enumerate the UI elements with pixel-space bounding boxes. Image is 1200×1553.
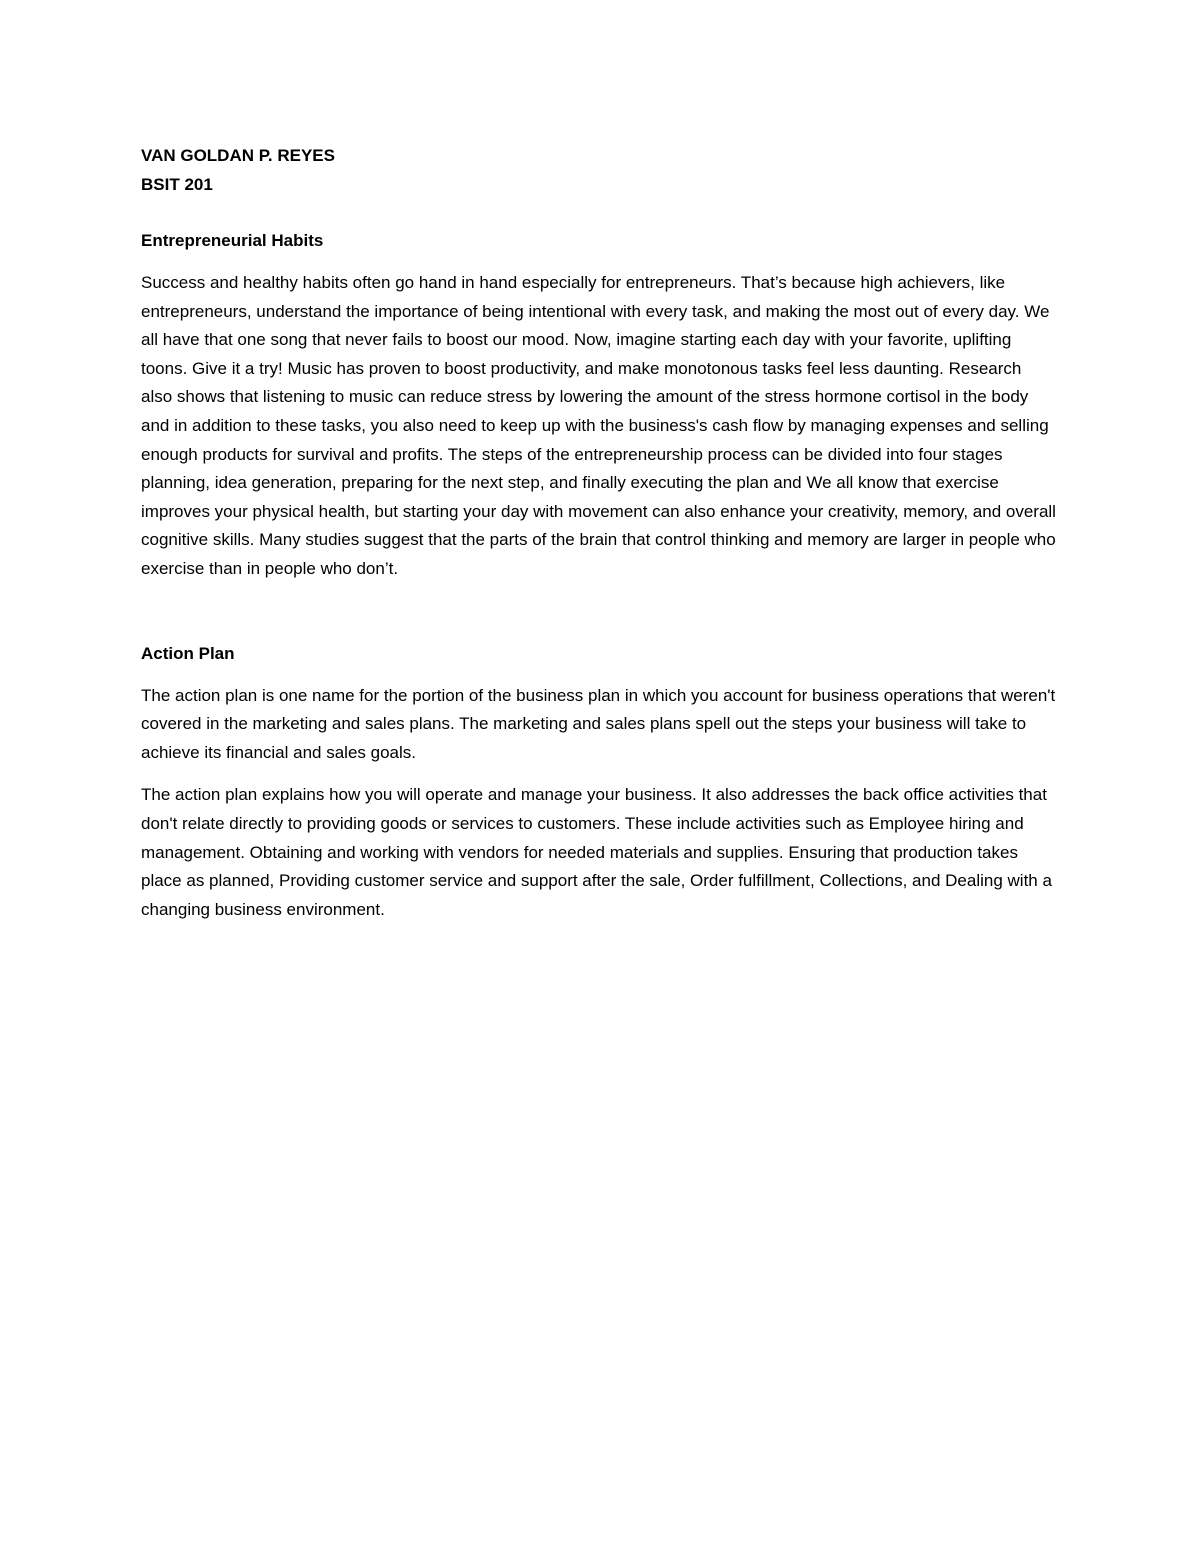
course-code: BSIT 201 [141, 174, 213, 194]
author-name: VAN GOLDAN P. REYES [141, 146, 335, 165]
spacer [141, 199, 1056, 227]
document-body [141, 142, 1056, 924]
paragraph-entrepreneurial-habits: Success and healthy habits often go hand in hand especially for entrepreneurs. That’s because high achievers, like entrepreneurs, understand the importance of being intentional with every task, and making the most out of every day. We all have that one song that never fails to boost our mood. Now, imagine starting each day with your favorite, uplifting toons. Give it a try! Music has proven to boost productivity, and make monotonous tasks feel less daunting. Research also shows that listening to music can reduce stress by lowering the amount of the stress hormone cortisol in the body and in addition to these tasks, you also need to keep up with the business's cash flow by managing expenses and selling enough products for survival and profits. The steps of the entrepreneurship process can be divided into four stages planning, idea generation, preparing for the next step, and finally executing the plan and We all know that exercise improves your physical health, but starting your day with movement can also enhance your creativity, memory, and overall cognitive skills. Many studies suggest that the parts of the brain that control thinking and memory are larger in people who exercise than in people who don’t. [141, 273, 1056, 578]
spacer [141, 767, 1056, 781]
paragraph-action-plan-1: The action plan is one name for the portion of the business plan in which you account for business operations that weren't covered in the marketing and sales plans. The marketing and sales plans spell out the steps your business will take to achieve its financial and sales goals. [141, 685, 1056, 762]
spacer [141, 255, 1056, 269]
paragraph-action-plan-2: The action plan explains how you will operate and manage your business. It also addresses the back office activities that don't relate directly to providing goods or services to customers. These include activities such as Employee hiring and management. Obtaining and working with vendors for needed materials and supplies. Ensuring that production takes place as planned, Providing customer service and support after the sale, Order fulfillment, Collections, and Dealing with a changing business environment. [141, 785, 1052, 919]
section-title-entrepreneurial-habits: Entrepreneurial Habits [141, 231, 324, 250]
spacer [141, 584, 1056, 640]
section-title-action-plan: Action Plan [141, 643, 235, 663]
spacer [141, 668, 1056, 682]
